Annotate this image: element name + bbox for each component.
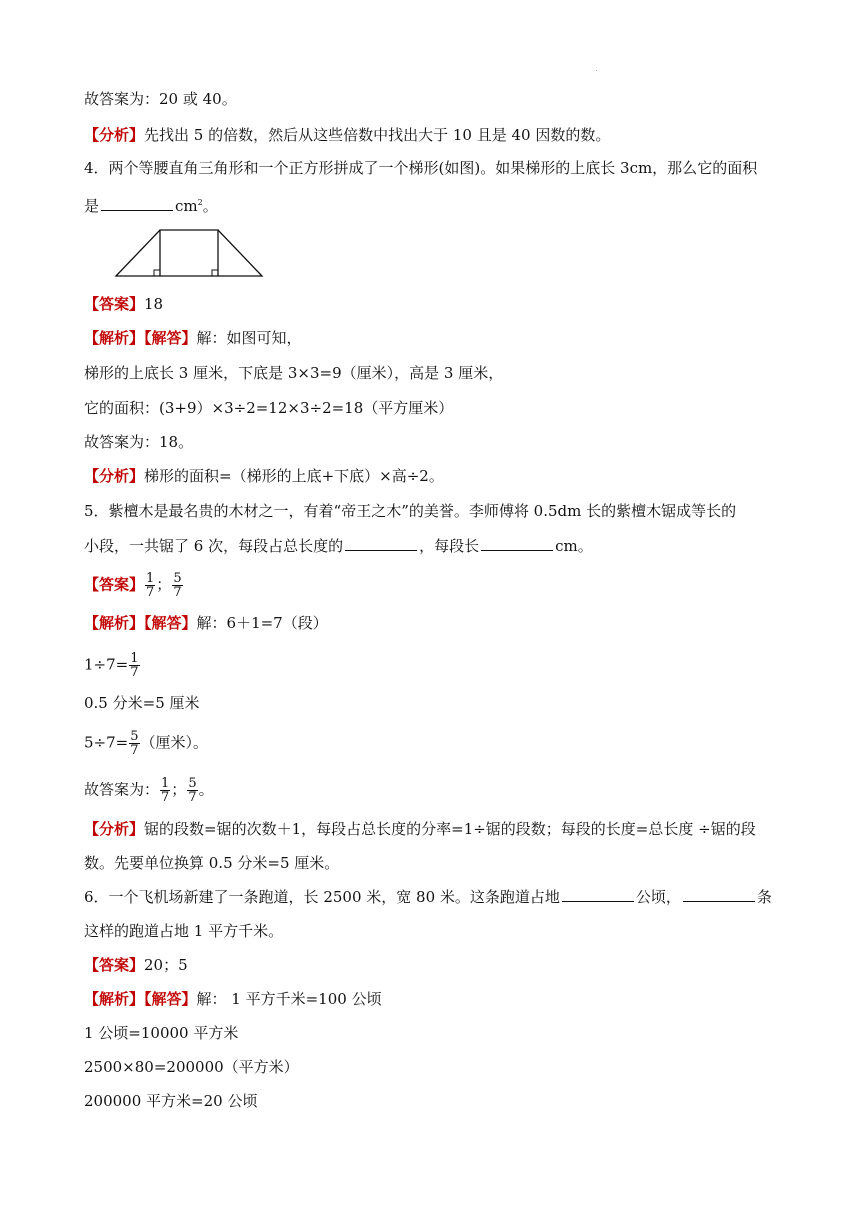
answer-blank xyxy=(481,536,553,551)
fraction: $\frac{5}{7}$ xyxy=(188,776,197,805)
q6-solution-head: 【解析】【解答】解： 1 平方千米=100 公顷 xyxy=(84,990,382,1008)
fraction: $\frac{5}{7}$ xyxy=(173,571,182,600)
q4-solution-line: 它的面积：(3+9）×3÷2=12×3÷2=18（平方厘米） xyxy=(84,399,454,417)
analysis-line: 【分析】先找出 5 的倍数，然后从这些倍数中找出大于 10 且是 40 因数的数。 xyxy=(84,126,611,144)
q5-solution-head: 【解析】【解答】解：6＋1=7（段） xyxy=(84,614,328,632)
answer-line: 故答案为：20 或 40。 xyxy=(84,90,237,108)
question-4: 4．两个等腰直角三角形和一个正方形拼成了一个梯形(如图)。如果梯形的上底长 3cm，那么它的面积 xyxy=(84,159,758,177)
q4-solution-line: 故答案为：18。 xyxy=(84,433,194,451)
question-4-blank-line: 是 $cm^2$。 xyxy=(84,197,218,215)
answer-blank xyxy=(101,196,173,211)
answer-blank xyxy=(562,887,634,902)
corner-mark xyxy=(596,70,597,71)
question-6: 6．一个飞机场新建了一条跑道，长 2500 米，宽 80 米。这条跑道占地 公顷， 条 xyxy=(84,888,772,906)
q4-solution-line: 梯形的上底长 3 厘米，下底是 3×3=9（厘米），高是 3 厘米， xyxy=(84,364,504,382)
q5-answer: 【答案】 $\frac{1}{7}$ ； $\frac{5}{7}$ xyxy=(84,571,182,600)
q5-analysis-cont: 数。先要单位换算 0.5 分米=5 厘米。 xyxy=(84,854,340,872)
trapezoid-figure xyxy=(112,228,268,280)
fraction: $\frac{5}{7}$ xyxy=(130,729,139,758)
q6-answer: 【答案】20；5 xyxy=(84,956,188,974)
q5-analysis: 【分析】锯的段数=锯的次数＋1，每段占总长度的分率=1÷锯的段数；每段的长度=总长度 ÷锯的段 xyxy=(84,820,756,838)
answer-blank xyxy=(683,887,755,902)
fraction: $\frac{1}{7}$ xyxy=(130,651,139,680)
q6-solution-line: 2500×80=200000（平方米） xyxy=(84,1058,299,1076)
q4-solution-head: 【解析】【解答】解：如图可知， xyxy=(84,329,302,347)
question-5-blank-line: 小段，一共锯了 6 次，每段占总长度的 ，每段长 cm。 xyxy=(84,537,593,555)
q4-answer: 【答案】18 xyxy=(84,295,164,313)
q5-solution-line: 故答案为： $\frac{1}{7}$ ； $\frac{5}{7}$ 。 xyxy=(84,776,214,805)
q6-solution-line: 200000 平方米=20 公顷 xyxy=(84,1092,258,1110)
q5-solution-line: 1÷7= $\frac{1}{7}$ xyxy=(84,651,139,680)
question-5: 5．紫檀木是最名贵的木材之一，有着“帝王之木”的美誉。李师傅将 0.5dm 长的紫檀木锯成等长的 xyxy=(84,502,737,520)
answer-blank xyxy=(345,536,417,551)
fraction: $\frac{1}{7}$ xyxy=(161,776,170,805)
q5-solution-line: 5÷7= $\frac{5}{7}$ （厘米）。 xyxy=(84,729,209,758)
q6-solution-line: 1 公顷=10000 平方米 xyxy=(84,1024,239,1042)
question-6-cont: 这样的跑道占地 1 平方千米。 xyxy=(84,922,284,940)
q4-analysis: 【分析】梯形的面积=（梯形的上底+下底）×高÷2。 xyxy=(84,467,444,485)
q5-solution-line: 0.5 分米=5 厘米 xyxy=(84,694,200,712)
fraction: $\frac{1}{7}$ xyxy=(146,571,155,600)
